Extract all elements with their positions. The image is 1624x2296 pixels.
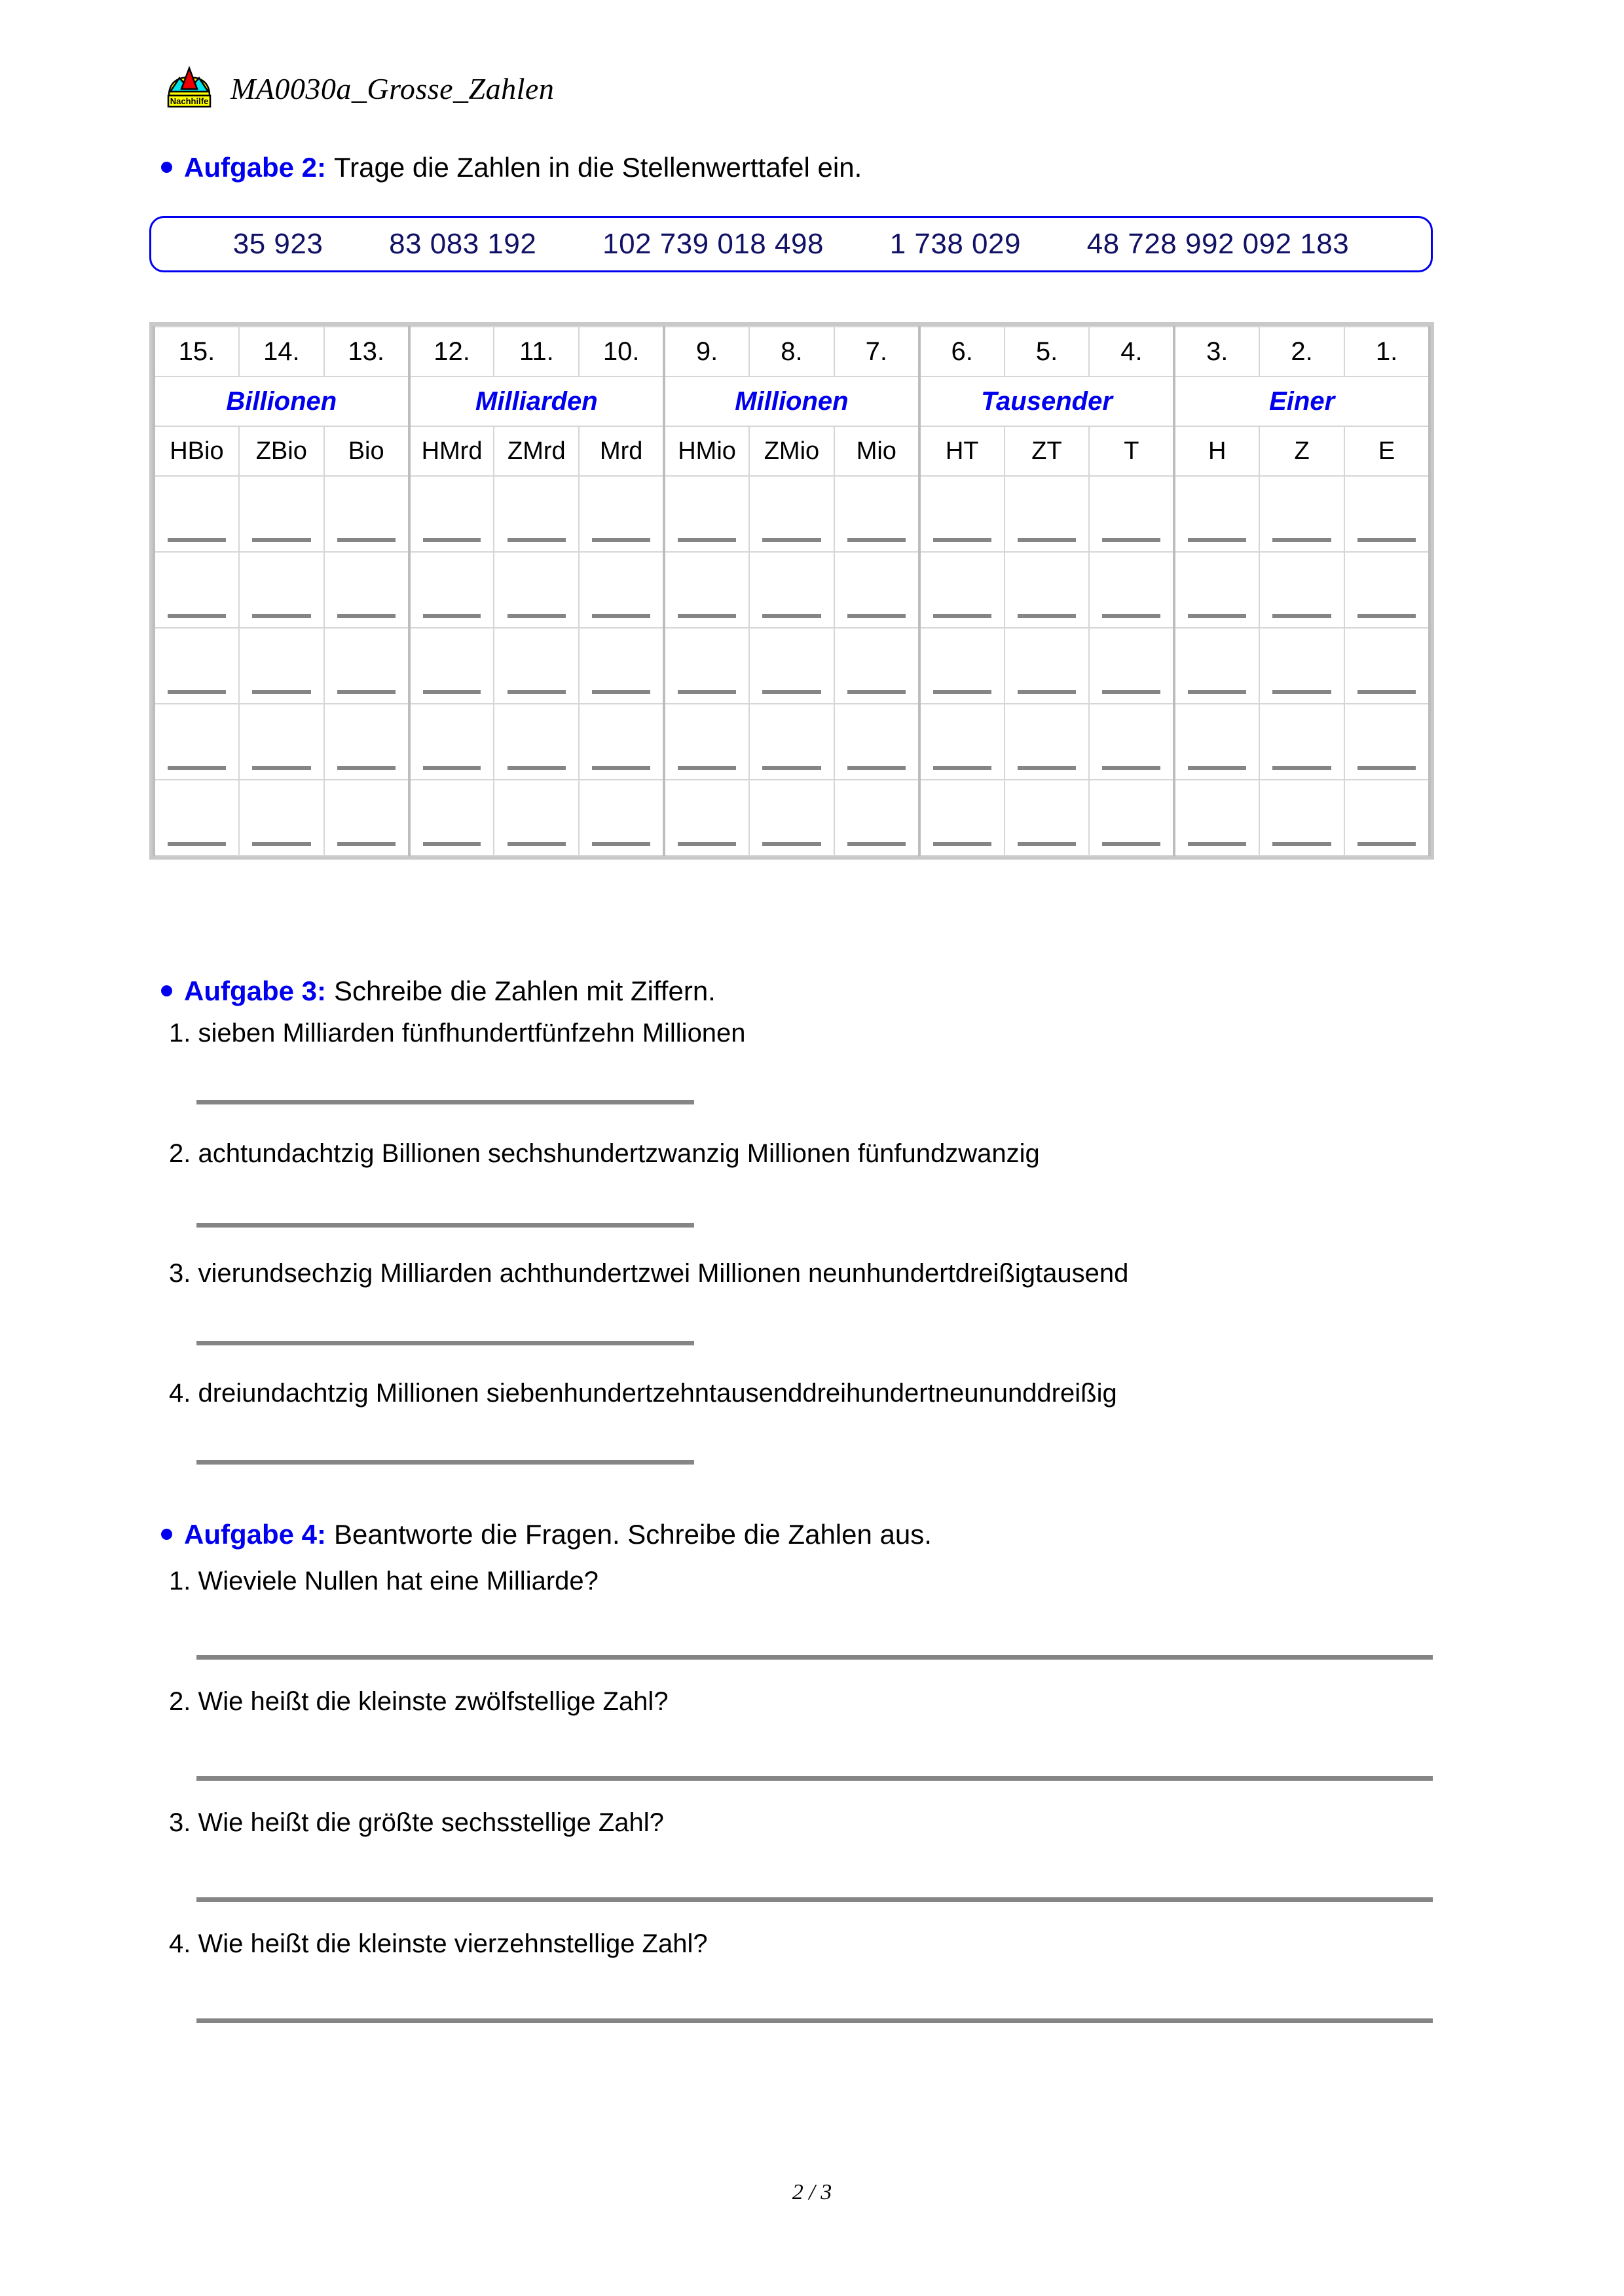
table-row <box>154 780 1430 856</box>
abbreviation-cell: E <box>1344 426 1430 476</box>
task-4-item-1: 1. Wieviele Nullen hat eine Milliarde? <box>169 1567 599 1595</box>
entry-blank-line <box>762 614 821 618</box>
position-number-cell: 8. <box>749 327 834 376</box>
digit-entry-cell[interactable] <box>1089 476 1174 552</box>
digit-entry-cell[interactable] <box>919 628 1005 704</box>
digit-entry-cell[interactable] <box>834 780 919 856</box>
entry-blank-line <box>1102 538 1160 542</box>
digit-entry-cell[interactable] <box>409 628 494 704</box>
entry-blank-line <box>252 842 311 846</box>
group-name-cell: Einer <box>1174 376 1430 426</box>
position-number-cell: 9. <box>664 327 749 376</box>
digit-entry-cell[interactable] <box>834 552 919 628</box>
number-item: 83 083 192 <box>389 228 537 260</box>
entry-blank-line <box>337 690 396 694</box>
digit-entry-cell[interactable] <box>154 552 239 628</box>
entry-blank-line <box>592 842 650 846</box>
entry-blank-line <box>592 690 650 694</box>
entry-blank-line <box>847 538 906 542</box>
table-row <box>154 704 1430 780</box>
entry-blank-line <box>1102 690 1160 694</box>
entry-blank-line <box>1357 766 1416 770</box>
digit-entry-cell[interactable] <box>154 628 239 704</box>
abbreviation-cell: HBio <box>154 426 239 476</box>
position-number-cell: 2. <box>1259 327 1344 376</box>
entry-blank-line <box>507 690 566 694</box>
task-4-label: Aufgabe 4: <box>184 1519 327 1550</box>
digit-entry-cell[interactable] <box>1089 628 1174 704</box>
position-number-cell: 10. <box>579 327 664 376</box>
digit-entry-cell[interactable] <box>579 628 664 704</box>
entry-blank-line <box>847 614 906 618</box>
digit-entry-cell[interactable] <box>1089 552 1174 628</box>
document-title: MA0030a_Grosse_Zahlen <box>231 71 555 105</box>
entry-blank-line <box>762 842 821 846</box>
number-list-box <box>149 216 1433 272</box>
digit-entry-cell[interactable] <box>1089 780 1174 856</box>
position-number-cell: 11. <box>494 327 579 376</box>
digit-entry-cell[interactable] <box>1259 780 1344 856</box>
position-number-cell: 12. <box>409 327 494 376</box>
entry-blank-line <box>252 538 311 542</box>
entry-blank-line <box>1188 538 1246 542</box>
entry-blank-line <box>1188 614 1246 618</box>
abbreviation-cell: ZMrd <box>494 426 579 476</box>
entry-blank-line <box>1018 690 1077 694</box>
digit-entry-cell[interactable] <box>494 704 579 780</box>
digit-entry-cell[interactable] <box>154 476 239 552</box>
position-number-cell: 14. <box>239 327 324 376</box>
page-header <box>164 65 554 111</box>
task-3-answer-line-3[interactable] <box>196 1341 694 1345</box>
task-3-answer-line-2[interactable] <box>196 1223 694 1228</box>
entry-blank-line <box>507 766 566 770</box>
abbreviation-cell: ZT <box>1005 426 1090 476</box>
digit-entry-cell[interactable] <box>239 552 324 628</box>
abbreviation-cell: ZBio <box>239 426 324 476</box>
digit-entry-cell[interactable] <box>749 704 834 780</box>
digit-entry-cell[interactable] <box>664 780 749 856</box>
digit-entry-cell[interactable] <box>834 704 919 780</box>
digit-entry-cell[interactable] <box>834 628 919 704</box>
digit-entry-cell[interactable] <box>1089 704 1174 780</box>
digit-entry-cell[interactable] <box>1259 552 1344 628</box>
entry-blank-line <box>1272 614 1331 618</box>
digit-entry-cell[interactable] <box>579 704 664 780</box>
digit-entry-cell[interactable] <box>1174 552 1259 628</box>
digit-entry-cell[interactable] <box>1344 476 1430 552</box>
digit-entry-cell[interactable] <box>154 780 239 856</box>
task-2-label: Aufgabe 2: <box>184 152 327 183</box>
entry-blank-line <box>507 538 566 542</box>
abbreviation-cell: Z <box>1259 426 1344 476</box>
digit-entry-cell[interactable] <box>409 476 494 552</box>
svg-text:Nachhilfe: Nachhilfe <box>170 96 209 106</box>
digit-entry-cell[interactable] <box>579 476 664 552</box>
entry-blank-line <box>168 842 226 846</box>
task-3-item-4: 4. dreiundachtzig Millionen siebenhundertzehntausenddreihundertneununddreißig <box>169 1379 1117 1408</box>
entry-blank-line <box>1018 538 1077 542</box>
entry-blank-line <box>592 614 650 618</box>
entry-blank-line <box>252 766 311 770</box>
digit-entry-cell[interactable] <box>834 476 919 552</box>
task-4-answer-line-4[interactable] <box>196 2018 1433 2023</box>
digit-entry-cell[interactable] <box>749 476 834 552</box>
bullet-dot-icon <box>161 985 172 996</box>
entry-blank-line <box>678 766 736 770</box>
entry-blank-line <box>847 690 906 694</box>
digit-entry-cell[interactable] <box>324 628 409 704</box>
entry-blank-line <box>1102 842 1160 846</box>
entry-blank-line <box>1102 766 1160 770</box>
task-3-text: Schreibe die Zahlen mit Ziffern. <box>334 975 716 1006</box>
task-4-item-4: 4. Wie heißt die kleinste vierzehnstellige Zahl? <box>169 1929 708 1958</box>
position-number-cell: 7. <box>834 327 919 376</box>
entry-blank-line <box>423 538 481 542</box>
digit-entry-cell[interactable] <box>749 552 834 628</box>
digit-entry-cell[interactable] <box>409 552 494 628</box>
number-item: 48 728 992 092 183 <box>1086 228 1350 260</box>
entry-blank-line <box>1272 766 1331 770</box>
digit-entry-cell[interactable] <box>664 628 749 704</box>
digit-entry-cell[interactable] <box>1259 476 1344 552</box>
abbreviation-cell: Bio <box>324 426 409 476</box>
entry-blank-line <box>933 614 991 618</box>
task-3-item-1: 1. sieben Milliarden fünfhundertfünfzehn Millionen <box>169 1019 746 1048</box>
digit-entry-cell[interactable] <box>1344 628 1430 704</box>
digit-entry-cell[interactable] <box>239 704 324 780</box>
table-row <box>154 552 1430 628</box>
task-4-heading <box>161 1519 932 1550</box>
entry-blank-line <box>592 766 650 770</box>
digit-entry-cell[interactable] <box>664 704 749 780</box>
entry-blank-line <box>678 538 736 542</box>
digit-entry-cell[interactable] <box>1174 476 1259 552</box>
task-2-text: Trage die Zahlen in die Stellenwerttafel ein. <box>334 152 862 183</box>
position-number-cell: 3. <box>1174 327 1259 376</box>
entry-blank-line <box>252 690 311 694</box>
entry-blank-line <box>1188 842 1246 846</box>
digit-entry-cell[interactable] <box>494 628 579 704</box>
entry-blank-line <box>1272 538 1331 542</box>
digit-entry-cell[interactable] <box>664 552 749 628</box>
entry-blank-line <box>337 538 396 542</box>
abbreviation-cell: T <box>1089 426 1174 476</box>
number-item: 102 739 018 498 <box>602 228 824 260</box>
number-item: 35 923 <box>232 228 323 260</box>
task-3-heading <box>161 975 716 1007</box>
entry-blank-line <box>762 690 821 694</box>
entry-blank-line <box>762 538 821 542</box>
digit-entry-cell[interactable] <box>579 780 664 856</box>
digit-entry-cell[interactable] <box>579 552 664 628</box>
abbreviation-cell: HT <box>919 426 1005 476</box>
entry-blank-line <box>168 538 226 542</box>
entry-blank-line <box>1018 766 1077 770</box>
entry-blank-line <box>423 614 481 618</box>
task-4-answer-line-2[interactable] <box>196 1776 1433 1781</box>
digit-entry-cell[interactable] <box>324 780 409 856</box>
entry-blank-line <box>168 766 226 770</box>
task-4-answer-line-1[interactable] <box>196 1655 1433 1660</box>
task-3-item-2: 2. achtundachtzig Billionen sechshundertzwanzig Millionen fünfundzwanzig <box>169 1139 1040 1168</box>
group-name-cell: Millionen <box>664 376 919 426</box>
position-number-cell: 15. <box>154 327 239 376</box>
entry-blank-line <box>762 766 821 770</box>
digit-entry-cell[interactable] <box>1005 552 1090 628</box>
entry-blank-line <box>337 614 396 618</box>
number-item: 1 738 029 <box>889 228 1021 260</box>
entry-blank-line <box>168 690 226 694</box>
task-4-answer-line-3[interactable] <box>196 1897 1433 1902</box>
abbreviation-cell: Mio <box>834 426 919 476</box>
digit-entry-cell[interactable] <box>1174 628 1259 704</box>
table-row <box>154 628 1430 704</box>
digit-entry-cell[interactable] <box>1259 704 1344 780</box>
entry-blank-line <box>847 842 906 846</box>
position-number-cell: 6. <box>919 327 1005 376</box>
abbreviation-cell: ZMio <box>749 426 834 476</box>
group-name-row <box>154 376 1430 426</box>
position-number-cell: 1. <box>1344 327 1430 376</box>
entry-blank-line <box>423 766 481 770</box>
mountain-logo-icon <box>164 65 215 111</box>
digit-entry-cell[interactable] <box>1344 552 1430 628</box>
task-3-answer-line-4[interactable] <box>196 1460 694 1465</box>
abbreviation-row <box>154 426 1430 476</box>
entry-blank-line <box>1272 842 1331 846</box>
digit-entry-cell[interactable] <box>919 552 1005 628</box>
abbreviation-cell: H <box>1174 426 1259 476</box>
entry-blank-line <box>168 614 226 618</box>
entry-blank-line <box>847 766 906 770</box>
entry-blank-line <box>1018 614 1077 618</box>
digit-entry-cell[interactable] <box>239 628 324 704</box>
digit-entry-cell[interactable] <box>1005 628 1090 704</box>
table-row <box>154 476 1430 552</box>
entry-blank-line <box>337 766 396 770</box>
entry-blank-line <box>1188 690 1246 694</box>
digit-entry-cell[interactable] <box>1005 476 1090 552</box>
task-4-item-2: 2. Wie heißt die kleinste zwölfstellige Zahl? <box>169 1687 669 1716</box>
entry-blank-line <box>423 842 481 846</box>
digit-entry-cell[interactable] <box>494 552 579 628</box>
digit-entry-cell[interactable] <box>324 476 409 552</box>
entry-blank-line <box>933 538 991 542</box>
entry-blank-line <box>1018 842 1077 846</box>
entry-blank-line <box>933 766 991 770</box>
task-3-label: Aufgabe 3: <box>184 975 327 1006</box>
digit-entry-cell[interactable] <box>1174 780 1259 856</box>
entry-blank-line <box>678 842 736 846</box>
entry-blank-line <box>1357 538 1416 542</box>
entry-blank-line <box>1272 690 1331 694</box>
entry-blank-line <box>933 842 991 846</box>
entry-blank-line <box>1102 614 1160 618</box>
position-number-cell: 4. <box>1089 327 1174 376</box>
digit-entry-cell[interactable] <box>1174 704 1259 780</box>
digit-entry-cell[interactable] <box>409 780 494 856</box>
digit-entry-cell[interactable] <box>239 476 324 552</box>
position-number-cell: 13. <box>324 327 409 376</box>
digit-entry-cell[interactable] <box>324 704 409 780</box>
digit-entry-cell[interactable] <box>1005 704 1090 780</box>
bullet-dot-icon <box>161 1529 172 1540</box>
entry-blank-line <box>1357 842 1416 846</box>
digit-entry-cell[interactable] <box>239 780 324 856</box>
digit-entry-cell[interactable] <box>919 704 1005 780</box>
task-2-heading <box>161 152 862 183</box>
group-name-cell: Tausender <box>919 376 1175 426</box>
digit-entry-cell[interactable] <box>494 476 579 552</box>
entry-blank-line <box>1188 766 1246 770</box>
bullet-dot-icon <box>161 162 172 173</box>
digit-entry-cell[interactable] <box>749 628 834 704</box>
digit-entry-cell[interactable] <box>919 476 1005 552</box>
entry-blank-line <box>933 690 991 694</box>
entry-blank-line <box>423 690 481 694</box>
digit-entry-cell[interactable] <box>324 552 409 628</box>
entry-blank-line <box>337 842 396 846</box>
group-name-cell: Billionen <box>154 376 409 426</box>
place-value-table <box>149 322 1434 860</box>
digit-entry-cell[interactable] <box>154 704 239 780</box>
digit-entry-cell[interactable] <box>919 780 1005 856</box>
group-name-cell: Milliarden <box>409 376 665 426</box>
entry-blank-line <box>678 614 736 618</box>
abbreviation-cell: Mrd <box>579 426 664 476</box>
position-number-row <box>154 327 1430 376</box>
task-4-item-3: 3. Wie heißt die größte sechsstellige Zahl? <box>169 1808 664 1837</box>
entry-blank-line <box>1357 690 1416 694</box>
entry-blank-line <box>252 614 311 618</box>
task-3-item-3: 3. vierundsechzig Milliarden achthundertzwei Millionen neunhundertdreißigtausend <box>169 1259 1129 1288</box>
entry-blank-line <box>678 690 736 694</box>
entry-blank-line <box>592 538 650 542</box>
digit-entry-cell[interactable] <box>664 476 749 552</box>
abbreviation-cell: HMio <box>664 426 749 476</box>
task-4-text: Beantworte die Fragen. Schreibe die Zahlen aus. <box>334 1519 932 1550</box>
digit-entry-cell[interactable] <box>1344 780 1430 856</box>
digit-entry-cell[interactable] <box>409 704 494 780</box>
entry-blank-line <box>1357 614 1416 618</box>
abbreviation-cell: HMrd <box>409 426 494 476</box>
digit-entry-cell[interactable] <box>1005 780 1090 856</box>
entry-blank-line <box>507 842 566 846</box>
page-footer: 2 / 3 <box>792 2180 832 2204</box>
digit-entry-cell[interactable] <box>1259 628 1344 704</box>
digit-entry-cell[interactable] <box>749 780 834 856</box>
task-3-answer-line-1[interactable] <box>196 1100 694 1104</box>
digit-entry-cell[interactable] <box>494 780 579 856</box>
entry-blank-line <box>507 614 566 618</box>
position-number-cell: 5. <box>1005 327 1090 376</box>
digit-entry-cell[interactable] <box>1344 704 1430 780</box>
